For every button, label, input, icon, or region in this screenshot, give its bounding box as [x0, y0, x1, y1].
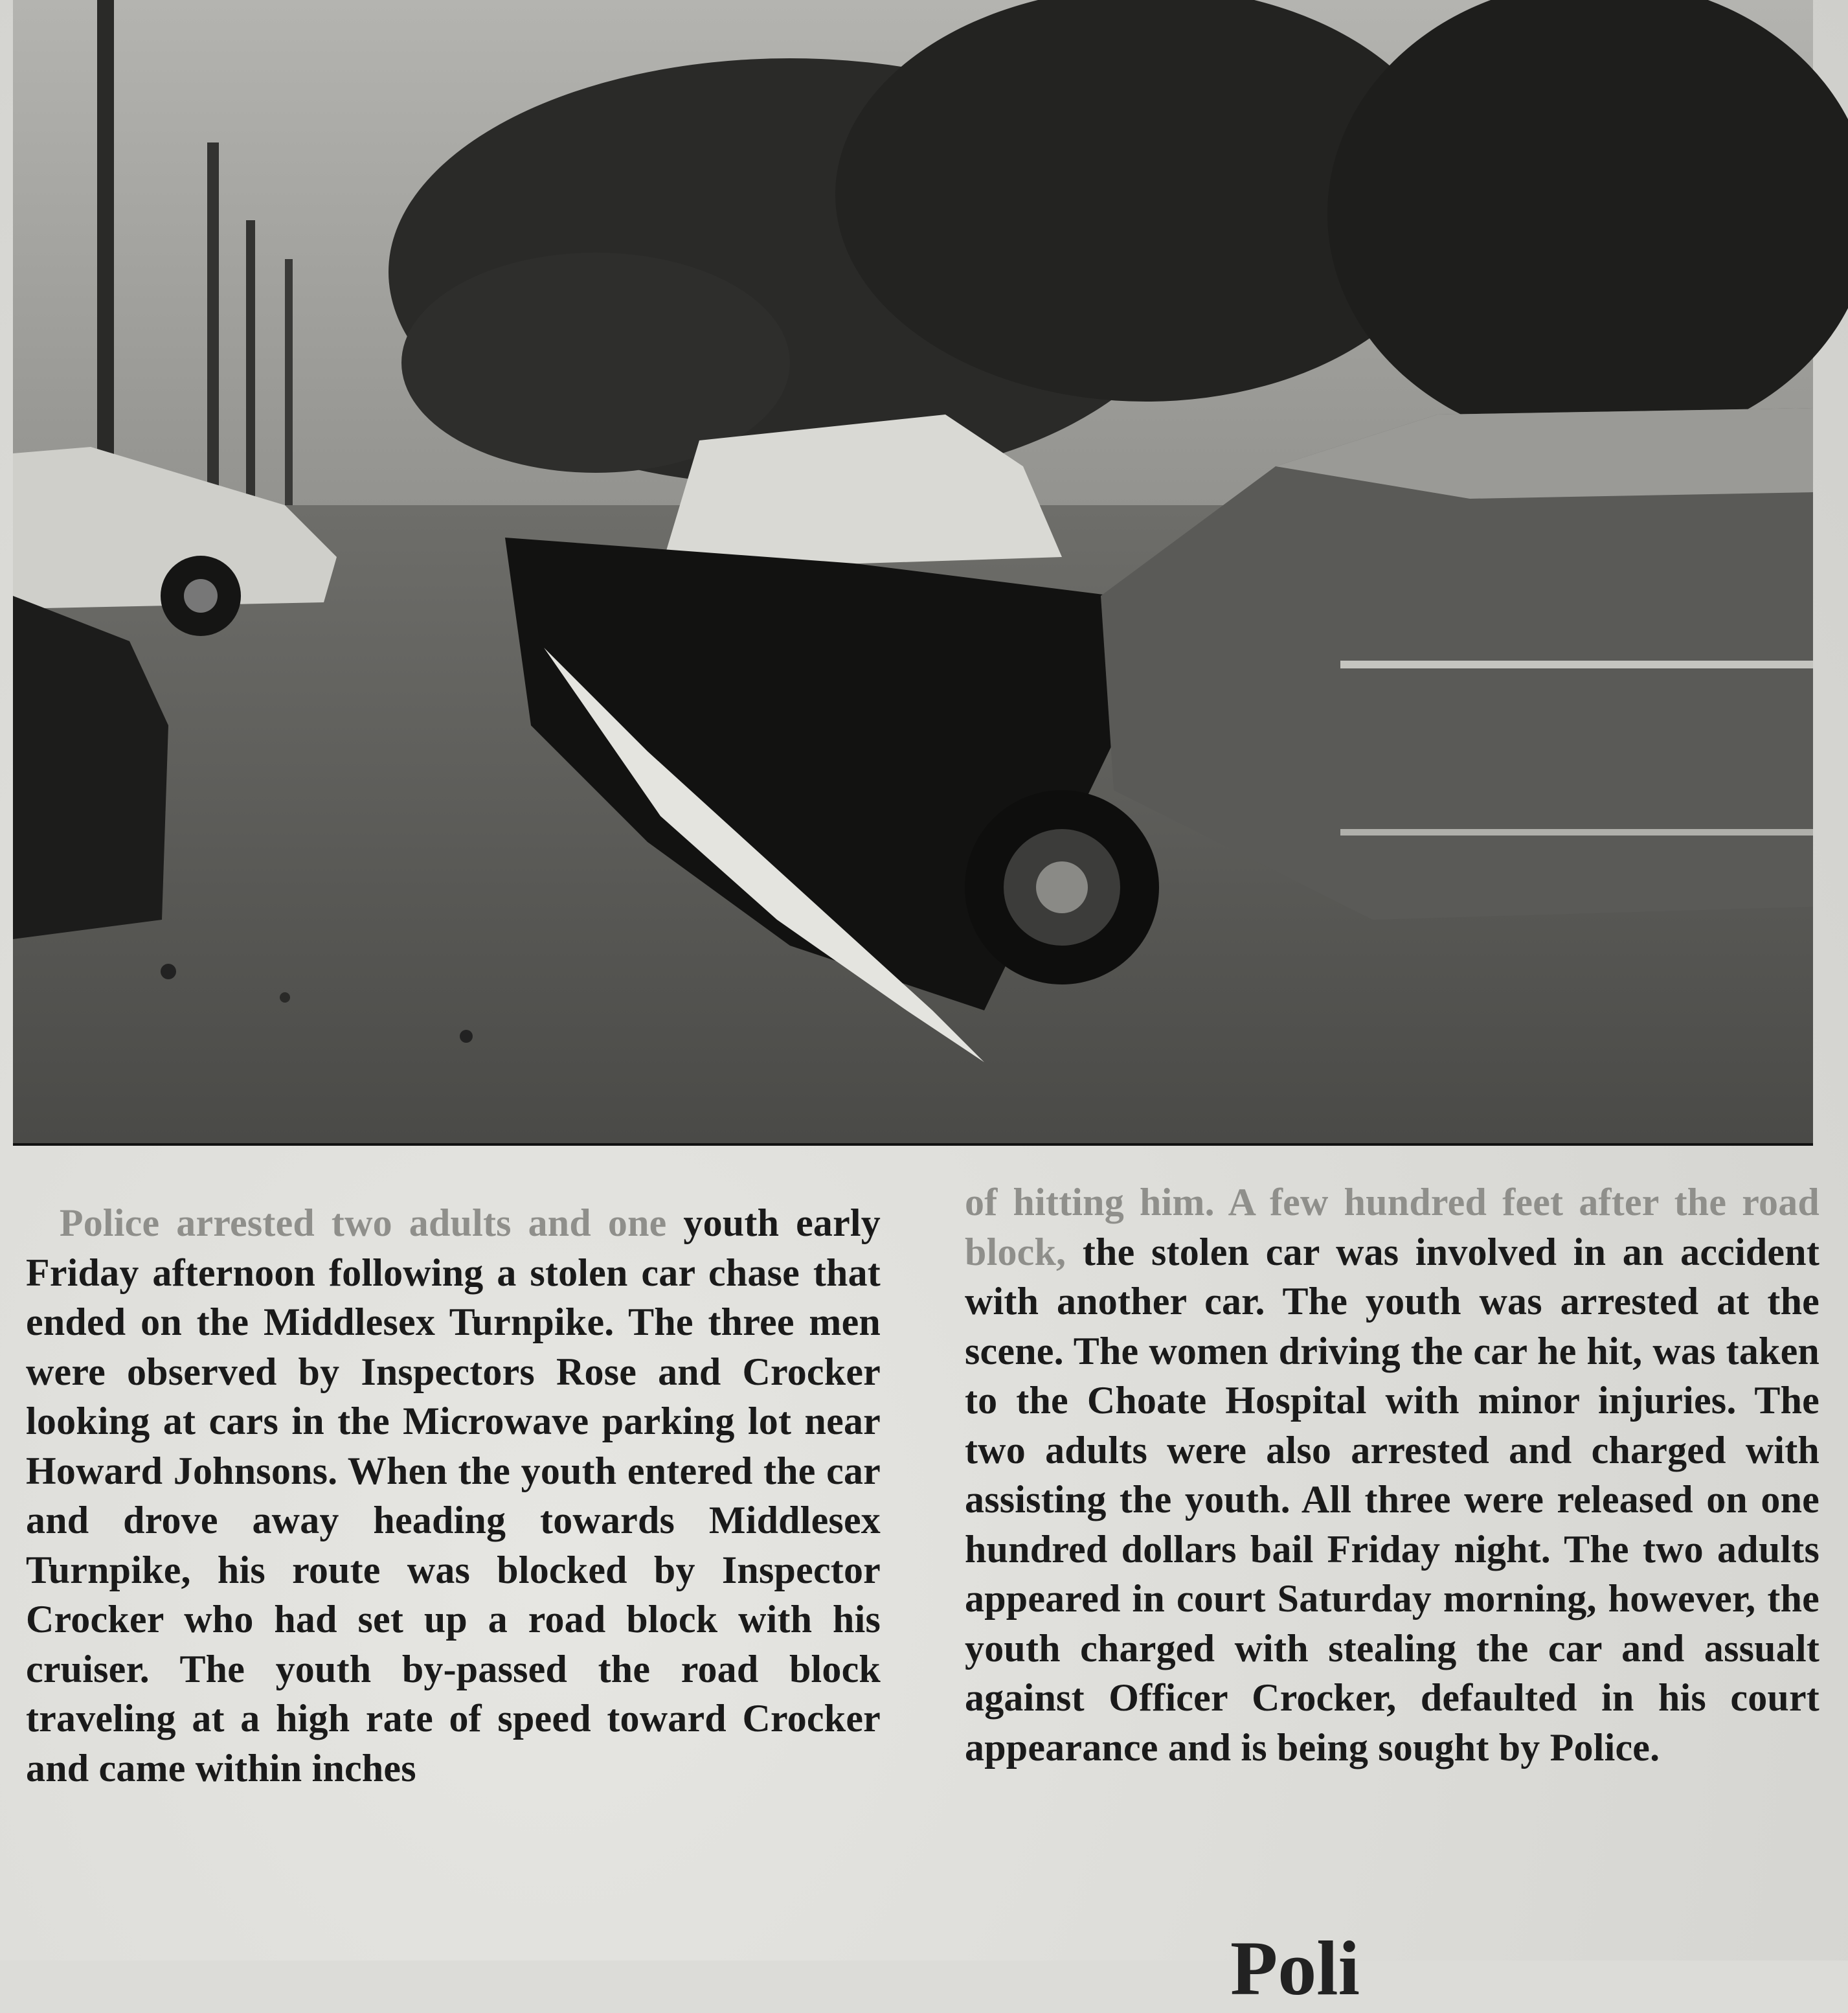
accident-scene-photo [13, 0, 1813, 1143]
article-body [26, 1179, 1820, 1930]
article-continuation-lead: of hitting him. A few hundred feet after the road block, [965, 1181, 1820, 1273]
next-article-headline [1230, 1917, 1399, 2011]
article-text: youth early Friday afternoon following a stolen car chase that ended on the Middlesex Turnpike. The three men were observed by Inspectors Rose and Crocker looking at cars in the Microwave parking lot near Howard Johnsons. When the youth entered the car and drove away heading towards Middlesex Turnpike, his route was blocked by Inspector Crocker who had set up a road block with his cruiser. The youth by-passed the road block traveling at a high rate of speed toward Crocker and came within inches [26, 1201, 881, 1790]
article-continuation-text: the stolen car was involved in an accident with another car. The youth was arrested at the scene. The women driving the car he hit, was taken to the Choate Hospital with minor injuries. The two adults were also arrested and charged with assisting the youth. All three were released on one hundred dollars bail Friday night. The two adults appeared in court Saturday morning, however, the youth charged with stealing the car and assualt against Officer Crocker, defaulted in his court appearance and is being sought by Police. [965, 1230, 1820, 1769]
next-headline-fragment: Poli [1230, 1925, 1360, 2011]
article-column-left [26, 1198, 881, 1793]
news-photo [13, 0, 1813, 1146]
article-column-right [965, 1177, 1820, 1772]
article-paragraph-left [26, 1198, 881, 1793]
article-lead-text: Police arrested two adults and one [59, 1201, 667, 1244]
article-paragraph-right [965, 1177, 1820, 1772]
